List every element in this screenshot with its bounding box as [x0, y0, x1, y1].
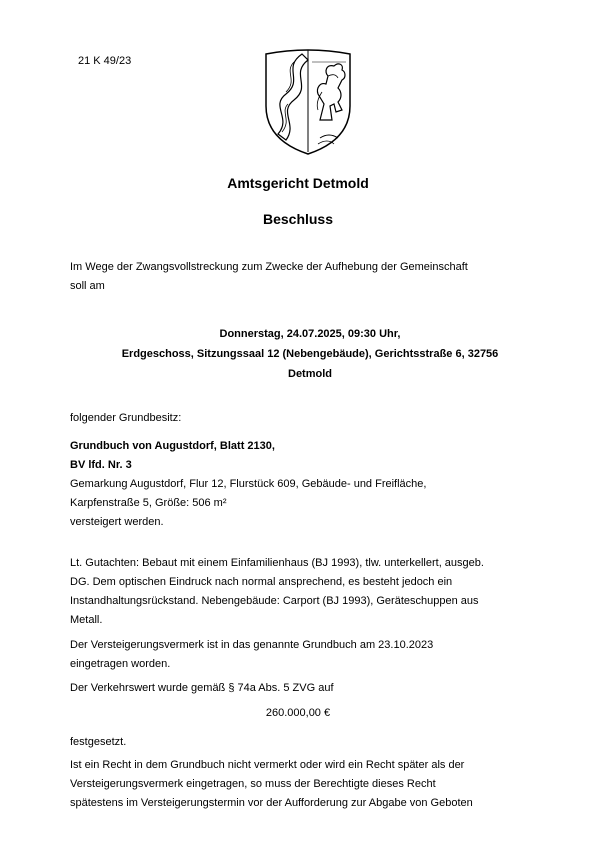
- market-value-amount: 260.000,00 €: [265, 707, 331, 719]
- appointment-date: Donnerstag, 24.07.2025, 09:30 Uhr,: [219, 328, 401, 340]
- document-title: Beschluss: [262, 211, 334, 227]
- property-description: versteigert werden.: [70, 516, 164, 528]
- appraisal-line: Instandhaltungsrückstand. Nebengebäude: Carport (BJ 1993), Geräteschuppen aus: [70, 595, 479, 607]
- rights-text: [70, 756, 540, 813]
- registration-line: Der Versteigerungsvermerk ist in das genannte Grundbuch am 23.10.2023: [70, 639, 434, 651]
- intro-text: [70, 258, 540, 296]
- appraisal-line: DG. Dem optischen Eindruck nach normal ansprechend, es besteht jedoch ein: [70, 576, 453, 588]
- property-block: [70, 437, 540, 532]
- registration-line: eingetragen worden.: [70, 658, 171, 670]
- intro-line: Im Wege der Zwangsvollstreckung zum Zwecke der Aufhebung der Gemeinschaft: [70, 261, 468, 273]
- appraisal-line: Lt. Gutachten: Bebaut mit einem Einfamilienhaus (BJ 1993), tlw. unterkellert, ausgeb.: [70, 557, 484, 569]
- appointment-location: Erdgeschoss, Sitzungssaal 12 (Nebengebäude), Gerichtsstraße 6, 32756: [121, 348, 499, 360]
- registration-text: [70, 636, 540, 674]
- intro-line: soll am: [70, 280, 105, 292]
- value-fixed: festgesetzt.: [70, 736, 127, 748]
- property-bv: BV lfd. Nr. 3: [70, 459, 132, 471]
- property-description: Gemarkung Augustdorf, Flur 12, Flurstück 609, Gebäude- und Freifläche,: [70, 478, 427, 490]
- appraisal-text: [70, 554, 540, 630]
- rights-line: spätestens im Versteigerungstermin vor der Aufforderung zur Abgabe von Geboten: [70, 797, 473, 809]
- value-text: Der Verkehrswert wurde gemäß § 74a Abs. 5 ZVG auf: [70, 682, 334, 694]
- appraisal-line: Metall.: [70, 614, 103, 626]
- appointment-city: Detmold: [288, 368, 332, 380]
- property-register: Grundbuch von Augustdorf, Blatt 2130,: [70, 440, 275, 452]
- appointment-block: [70, 324, 550, 384]
- rights-line: Versteigerungsvermerk eingetragen, so muss der Berechtigte dieses Recht: [70, 778, 436, 790]
- property-description: Karpfenstraße 5, Größe: 506 m²: [70, 497, 227, 509]
- court-name: Amtsgericht Detmold: [227, 175, 369, 191]
- rights-line: Ist ein Recht in dem Grundbuch nicht vermerkt oder wird ein Recht später als der: [70, 759, 465, 771]
- property-label: folgender Grundbesitz:: [70, 412, 182, 424]
- nrw-coat-of-arms-icon: [262, 48, 354, 156]
- file-number: 21 K 49/23: [78, 55, 132, 67]
